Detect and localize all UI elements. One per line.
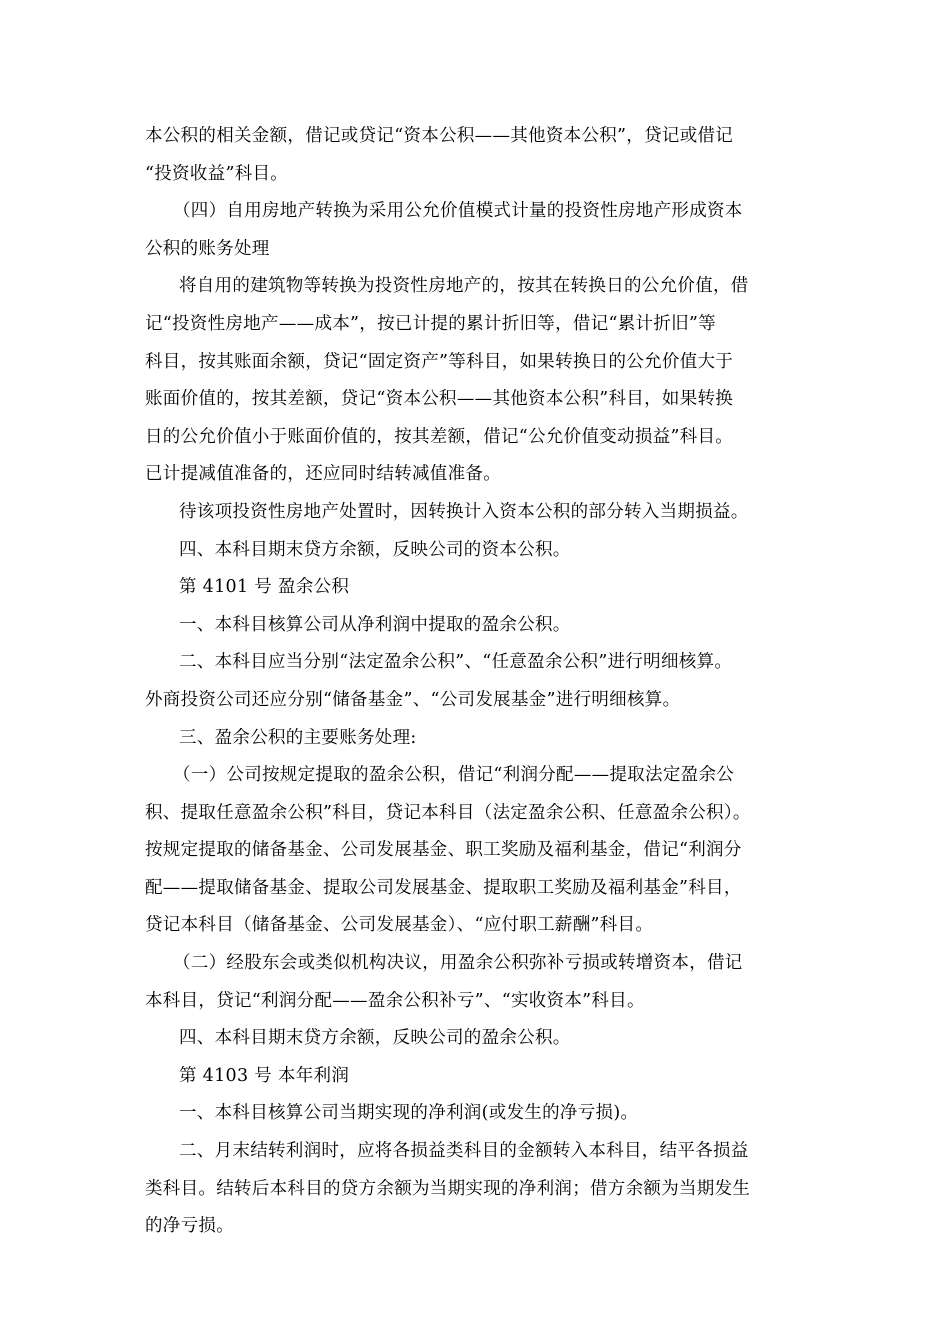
text-line: 将自用的建筑物等转换为投资性房地产的，按其在转换日的公允价值，借 [179,276,749,297]
text-line: （一）公司按规定提取的盈余公积，借记“利润分配——提取法定盈余公 [173,765,735,786]
document-body [145,118,815,1246]
text-line: 配——提取储备基金、提取公司发展基金、提取职工奖励及福利基金”科目， [145,877,742,898]
text-line: （二）经股东会或类似机构决议，用盈余公积弥补亏损或转增资本，借记 [173,953,743,974]
text-line: 四、本科目期末贷方余额，反映公司的资本公积。 [179,539,571,560]
text-line: 贷记本科目（储备基金、公司发展基金）、“应付职工薪酬”科目。 [145,915,654,936]
text-line: 四、本科目期末贷方余额，反映公司的盈余公积。 [179,1028,571,1049]
text-line: 科目，按其账面余额，贷记“固定资产”等科目，如果转换日的公允价值大于 [145,351,734,372]
text-line: 本公积的相关金额，借记或贷记“资本公积——其他资本公积”，贷记或借记 [145,126,734,146]
text-line: 账面价值的，按其差额，贷记“资本公积——其他资本公积”科目，如果转换 [145,389,734,410]
text-line: 第 4103 号 本年利润 [179,1065,350,1086]
text-line: 一、本科目核算公司从净利润中提取的盈余公积。 [179,614,571,635]
text-line: 二、月末结转利润时，应将各损益类科目的金额转入本科目，结平各损益 [179,1141,749,1162]
text-line: 三、盈余公积的主要账务处理: [179,727,417,748]
text-line: 第 4101 号 盈余公积 [179,577,350,598]
text-line: 一、本科目核算公司当期实现的净利润(或发生的净亏损)。 [179,1103,639,1124]
text-line: 二、本科目应当分别“法定盈余公积”、“任意盈余公积”进行明细核算。 [179,652,733,673]
text-line: 本科目，贷记“利润分配——盈余公积补亏”、“实收资本”科目。 [145,990,645,1011]
text-line: 记“投资性房地产——成本”，按已计提的累计折旧等，借记“累计折旧”等 [145,313,716,334]
text-line: 待该项投资性房地产处置时，因转换计入资本公积的部分转入当期损益。 [179,501,749,522]
text-line: 按规定提取的储备基金、公司发展基金、职工奖励及福利基金，借记“利润分 [145,840,742,861]
text-line: 公积的账务处理 [145,238,270,259]
text-line: 类科目。结转后本科目的贷方余额为当期实现的净利润；借方余额为当期发生 [145,1178,751,1199]
text-line: 外商投资公司还应分别“储备基金”、“公司发展基金”进行明细核算。 [145,689,681,710]
text-line: “投资收益”科目。 [145,163,289,184]
text-line: 积、提取任意盈余公积”科目，贷记本科目（法定盈余公积、任意盈余公积）。 [145,802,751,823]
text-line: 已计提减值准备的，还应同时结转减值准备。 [145,464,501,485]
text-line: （四）自用房地产转换为采用公允价值模式计量的投资性房地产形成资本 [173,201,743,222]
text-line: 的净亏损。 [145,1216,234,1237]
text-line: 日的公允价值小于账面价值的，按其差额，借记“公允价值变动损益”科目。 [145,426,734,447]
